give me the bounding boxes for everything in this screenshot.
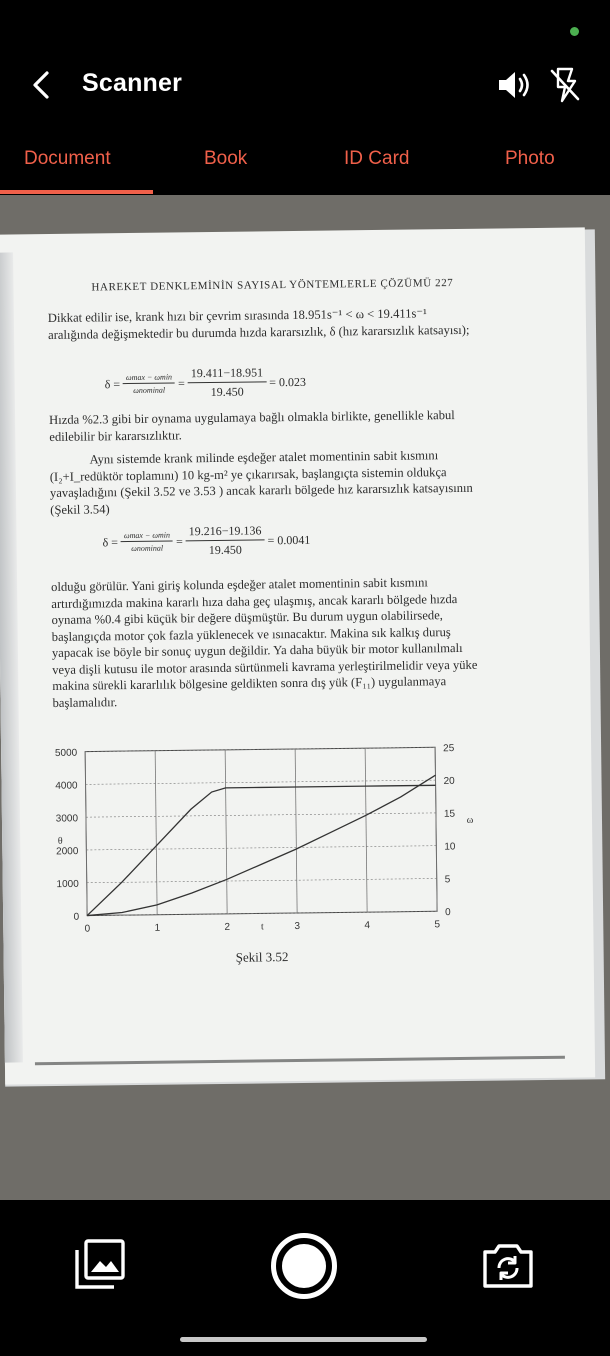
page-title: Scanner [82,69,183,97]
x-tick-label: 1 [154,922,161,934]
y-left-tick-label: 5000 [54,747,78,759]
y-left-tick-label: 3000 [55,813,79,825]
tab-id-card[interactable]: ID Card [344,148,410,169]
x-tick-label: 2 [224,921,231,933]
mode-tabs [0,140,610,194]
x-gridline [85,752,87,916]
gallery-button[interactable] [72,1236,128,1292]
fraction-denominator: 19.450 [208,542,242,558]
figure-caption: Şekil 3.52 [235,949,289,965]
y-right-tick-label: 10 [444,841,456,853]
y-left-tick-label: 0 [73,911,80,923]
symbolic-fraction [121,530,173,553]
formula-1 [104,365,306,401]
y-gridline [87,878,437,882]
paragraph-3: Aynı sistemde krank milinde eşdeğer atalet momentinin sabit kısmını (I₂+I_redüktör toplamını) 10 kg-m² ye çıkarırsak, başlangıçta sistemin oldukça yavaşladığını (Şekil 3.52 ve 3.53 ) ancak kararlı bölgede hız kararsızlık katsayısının (Şekil 3.54) [49,448,473,517]
bottom-bar [0,1200,610,1356]
x-gridline [225,750,227,914]
y-left-axis-label: θ [57,835,63,847]
shutter-button[interactable] [271,1233,337,1299]
figure-chart [37,729,479,934]
y-gridline [86,813,436,817]
y-right-tick-label: 20 [443,775,455,787]
x-gridline [365,748,367,912]
page-bottom-rule [35,1056,565,1065]
active-tab-indicator [0,190,153,194]
sound-button[interactable] [494,67,534,103]
fraction-numerator: ωmax − ωmin [123,372,175,384]
paragraph-1: Dikkat edilir ise, krank hızı bir çevrim sırasında 18.951s⁻¹ < ω < 19.411s⁻¹ aralığında değişmektedir bu durumda hızda kararsızlık, δ (hız kararsızlık katsayısı); [47,306,470,342]
y-left-tick-label: 2000 [56,846,79,858]
speaker-icon [494,67,534,103]
x-tick-label: 3 [294,920,301,933]
switch-camera-icon [480,1238,536,1292]
y-right-tick-label: 0 [445,907,451,919]
y-left-tick-label: 1000 [56,878,79,891]
y-left-tick-label: 4000 [55,780,78,792]
gallery-icon [72,1236,128,1292]
formula-lhs: δ = [104,376,121,391]
camera-viewfinder[interactable] [0,195,610,1200]
y-gridline [86,780,436,784]
series-line-omega [86,785,438,915]
fraction-denominator: ωnominal [133,385,166,395]
formula-result: = 0.023 [269,374,307,389]
x-tick-label: 4 [364,920,371,932]
y-right-tick-label: 15 [443,808,456,820]
paragraph-4: olduğu görülür. Yani giriş kolunda eşdeğer atalet momentinin sabit kısmını artırdığımızda makina kararlı hıza daha geç ulaşmış, ancak kararlı bölgede hızda oynama %0.4 gibi küçük bir değere düşmüştür. Bu durum uygun olabilirsede, başlangıçda motor çok fazla yüklenecek ve ısınacaktır. Makina sık kalkış duruş yapacak ise böyle bir sonuç uygun değildir. Ya daha büyük bir motor kullanılmalı veya dişli kutusu ile motor arasında sürtünmeli kavrama yerleştirilmelidir veya yüke makina sürekli kararlılık bölgesine geldikten sonra dış yük (F₁₁) uygulanmaya başlamalıdır. [51,575,478,710]
scanned-document [0,227,595,1084]
formula-result: = 0.0041 [267,532,311,547]
x-gridline [155,751,157,915]
home-indicator[interactable] [180,1337,427,1342]
tab-book[interactable]: Book [204,148,248,169]
chevron-left-icon [26,67,58,103]
numeric-fraction [188,365,267,400]
x-gridline [435,747,437,911]
document-header: HAREKET DENKLEMİNİN SAYISAL YÖNTEMLERLE ÇÖZÜMÜ 227 [91,277,454,294]
x-tick-label: 0 [84,923,91,935]
fraction-numerator: 19.411−18.951 [188,365,267,383]
x-axis-label: t [260,921,264,933]
switch-camera-button[interactable] [480,1238,536,1292]
numeric-fraction [186,523,265,558]
formula-equals: = [175,533,183,548]
y-gridline [86,846,436,850]
flash-toggle-button[interactable] [548,65,582,105]
symbolic-fraction [123,372,175,395]
binding-edge [0,252,23,1062]
y-right-tick-label: 5 [444,874,451,886]
x-tick-label: 5 [434,919,441,931]
fraction-denominator: 19.450 [210,384,244,400]
fraction-denominator: ωnominal [131,543,164,553]
tab-photo[interactable]: Photo [505,148,555,169]
fraction-numerator: ωmax − ωmin [121,530,173,542]
formula-2 [102,523,310,560]
y-right-tick-label: 25 [443,743,455,755]
back-button[interactable] [26,67,58,103]
plot-frame [85,747,437,915]
status-indicator [570,27,579,36]
formula-lhs: δ = [102,534,119,549]
x-gridline [295,749,297,913]
tab-document[interactable]: Document [24,148,111,169]
paragraph-2: Hızda %2.3 gibi bir oynama uygulamaya bağlı olmakla birlikte, genellikle kabul edilebilir bir kararsızlıktır. [49,408,455,444]
y-right-axis-label: ω [466,814,474,826]
top-bar [0,55,610,115]
shutter-icon [282,1244,326,1288]
series-line-theta [85,775,437,915]
flash-off-icon [548,65,582,105]
fraction-numerator: 19.216−19.136 [186,523,265,541]
formula-equals: = [178,375,185,390]
